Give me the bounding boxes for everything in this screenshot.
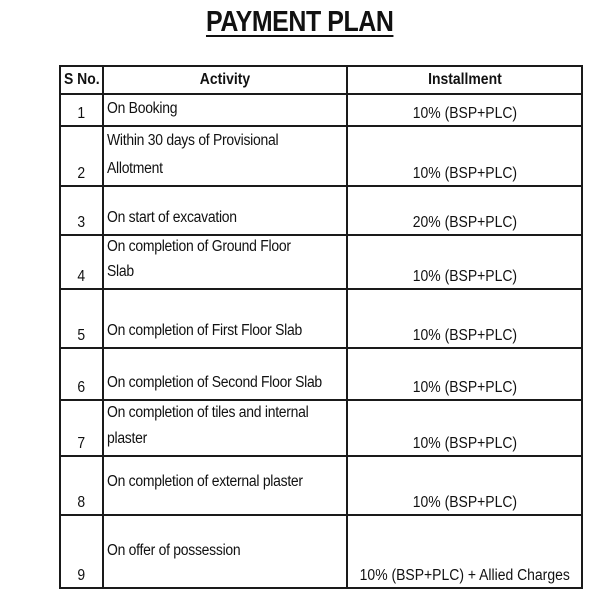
row-activity: [103, 515, 347, 588]
installment-value: 10% (BSP+PLC): [412, 327, 517, 344]
installment-value: 10% (BSP+PLC): [412, 435, 517, 452]
table-row: [60, 456, 582, 515]
row-activity: [103, 126, 347, 186]
activity-text: On offer of possession: [107, 542, 241, 559]
row-installment: [347, 456, 582, 515]
header-sno-label: S No.: [63, 71, 100, 88]
activity-text: On completion of external plaster: [107, 473, 303, 490]
table-row: [60, 126, 582, 186]
row-installment: [347, 94, 582, 126]
row-sno: [60, 456, 103, 515]
table-row: [60, 186, 582, 235]
activity-text-line-1: On completion of Ground Floor: [107, 238, 291, 255]
activity-text-line-2: Slab: [107, 263, 134, 280]
activity-text-line-2: plaster: [107, 430, 147, 447]
row-sno: [60, 289, 103, 348]
row-sno: [60, 235, 103, 289]
activity-text: On completion of Second Floor Slab: [107, 374, 322, 391]
sno-value: 1: [77, 105, 86, 122]
page-title: [42, 6, 558, 39]
row-installment: [347, 348, 582, 400]
activity-text-line-1: Within 30 days of Provisional: [107, 132, 279, 149]
table-row: [60, 235, 582, 289]
header-installment: [347, 66, 582, 94]
row-installment: [347, 235, 582, 289]
row-installment: [347, 400, 582, 456]
activity-text-line-1: On completion of tiles and internal: [107, 404, 309, 421]
row-sno: [60, 515, 103, 588]
table-row: [60, 94, 582, 126]
sno-value: 7: [77, 435, 86, 452]
row-activity: [103, 348, 347, 400]
row-activity: [103, 289, 347, 348]
installment-value: 10% (BSP+PLC) + Allied Charges: [359, 567, 570, 584]
activity-text: On completion of First Floor Slab: [107, 322, 303, 339]
table-row: [60, 348, 582, 400]
row-sno: [60, 186, 103, 235]
installment-value: 10% (BSP+PLC): [412, 494, 517, 511]
activity-text-line-2: Allotment: [107, 160, 163, 177]
row-sno: [60, 126, 103, 186]
sno-value: 3: [77, 214, 86, 231]
row-activity: [103, 456, 347, 515]
activity-text: On start of excavation: [107, 209, 237, 226]
sno-value: 4: [77, 268, 86, 285]
header-sno: [60, 66, 103, 94]
installment-value: 10% (BSP+PLC): [412, 165, 517, 182]
row-sno: [60, 348, 103, 400]
installment-value: 10% (BSP+PLC): [412, 379, 517, 396]
header-activity-label: Activity: [199, 71, 251, 88]
installment-value: 20% (BSP+PLC): [412, 214, 517, 231]
table-row: [60, 289, 582, 348]
sno-value: 5: [77, 327, 86, 344]
row-activity: [103, 186, 347, 235]
row-sno: [60, 94, 103, 126]
row-installment: [347, 515, 582, 588]
activity-text: On Booking: [107, 100, 178, 117]
installment-value: 10% (BSP+PLC): [412, 268, 517, 285]
row-installment: [347, 289, 582, 348]
sno-value: 2: [77, 165, 86, 182]
table-row: [60, 515, 582, 588]
row-activity: [103, 400, 347, 456]
page-title-text: PAYMENT PLAN: [205, 6, 394, 38]
header-activity: [103, 66, 347, 94]
installment-value: 10% (BSP+PLC): [412, 105, 517, 122]
payment-plan-table-container: [59, 65, 583, 589]
sno-value: 6: [77, 379, 86, 396]
row-activity: [103, 235, 347, 289]
row-installment: [347, 186, 582, 235]
table-row: [60, 400, 582, 456]
payment-plan-table: [59, 65, 583, 589]
row-sno: [60, 400, 103, 456]
row-activity: [103, 94, 347, 126]
header-installment-label: Installment: [427, 71, 502, 88]
sno-value: 8: [77, 494, 86, 511]
sno-value: 9: [77, 567, 86, 584]
table-header-row: [60, 66, 582, 94]
row-installment: [347, 126, 582, 186]
